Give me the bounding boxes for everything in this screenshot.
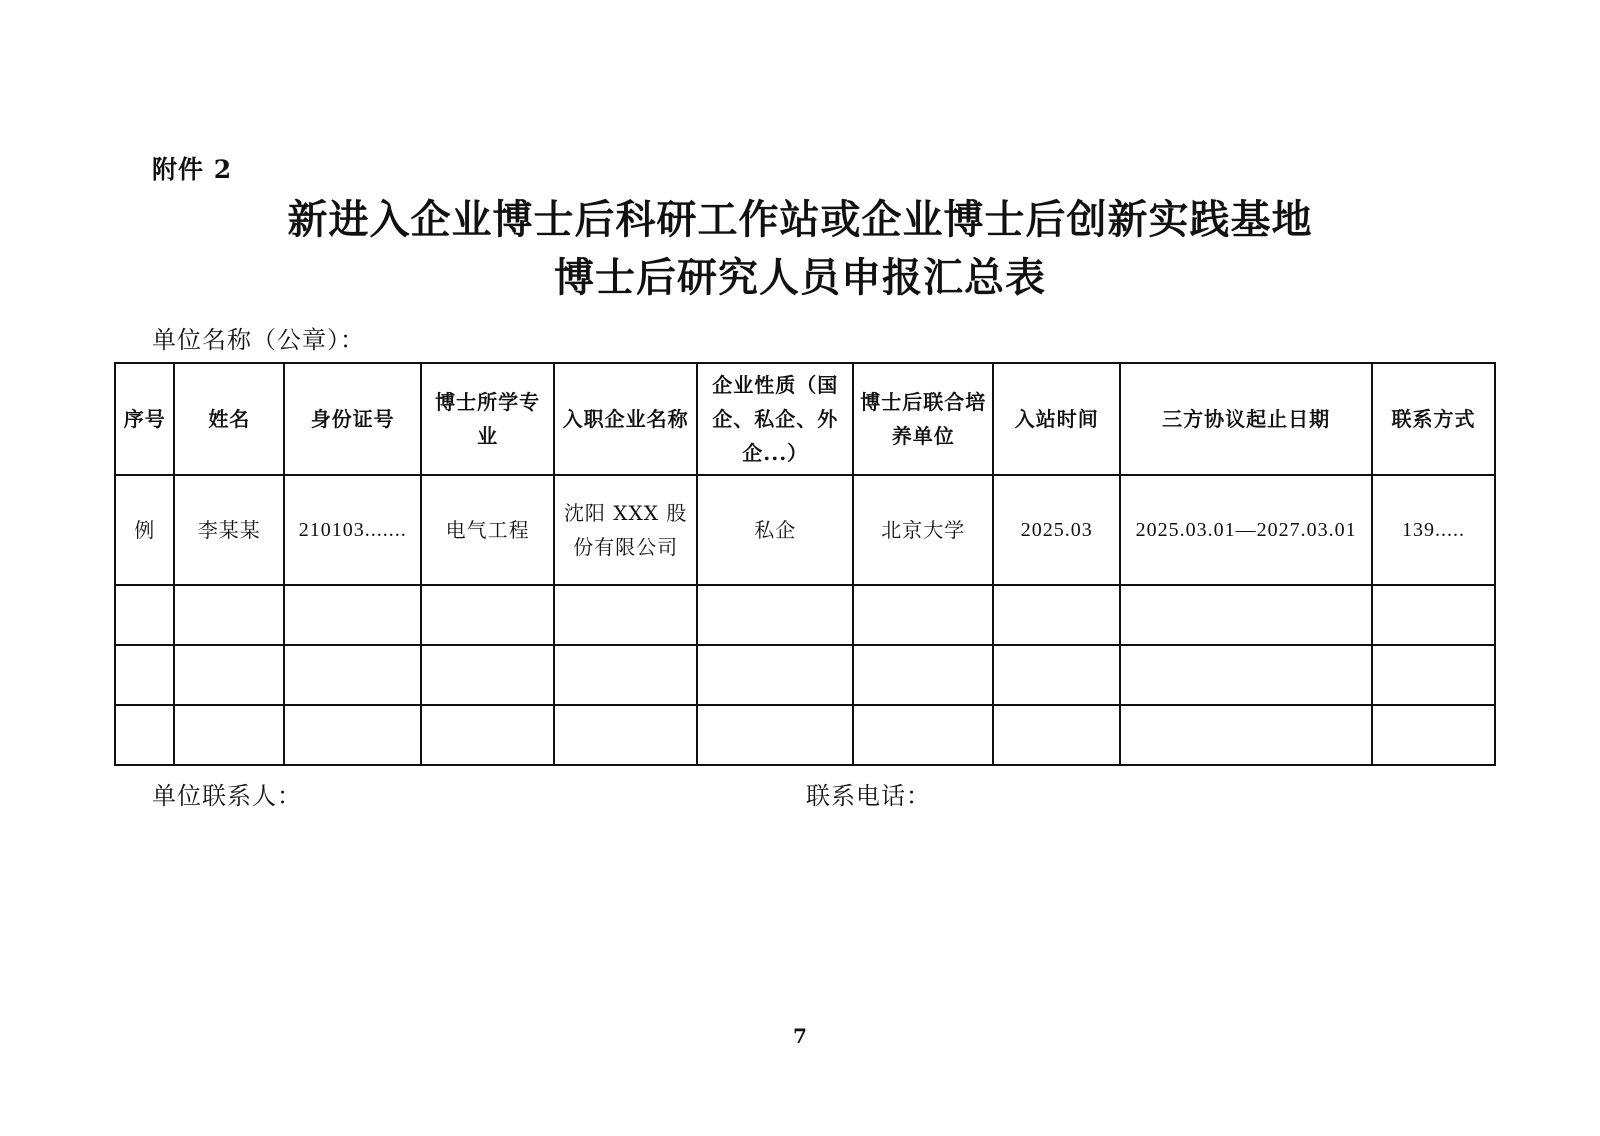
blank-cell <box>284 645 421 705</box>
blank-cell <box>1372 705 1495 765</box>
document-title-line1: 新进入企业博士后科研工作站或企业博士后创新实践基地 <box>287 196 1313 243</box>
blank-cell <box>1120 645 1372 705</box>
blank-cell <box>554 705 697 765</box>
table-header-row <box>115 363 1495 475</box>
blank-cell <box>993 705 1120 765</box>
blank-cell <box>697 705 853 765</box>
cell-entry-date: 2025.03 <box>993 475 1120 585</box>
header-employer-name: 入职企业名称 <box>554 363 697 475</box>
blank-cell <box>284 585 421 645</box>
contact-phone-label: 联系电话： <box>806 782 931 810</box>
applicant-summary-table <box>114 362 1496 766</box>
blank-cell <box>421 705 554 765</box>
header-enterprise-type: 企业性质（国企、私企、外企...） <box>697 363 853 475</box>
document-title-line2: 博士后研究人员申报汇总表 <box>554 254 1046 301</box>
header-contact: 联系方式 <box>1372 363 1495 475</box>
header-id-number: 身份证号 <box>284 363 421 475</box>
table-row-blank <box>115 645 1495 705</box>
header-agreement-period: 三方协议起止日期 <box>1120 363 1372 475</box>
blank-cell <box>284 705 421 765</box>
blank-cell <box>421 645 554 705</box>
blank-cell <box>1372 585 1495 645</box>
blank-cell <box>174 645 284 705</box>
cell-doctoral-major: 电气工程 <box>421 475 554 585</box>
cell-enterprise-type: 私企 <box>697 475 853 585</box>
table-row-blank <box>115 705 1495 765</box>
cell-joint-training-unit: 北京大学 <box>853 475 993 585</box>
header-entry-date: 入站时间 <box>993 363 1120 475</box>
cell-employer-name: 沈阳 XXX 股份有限公司 <box>554 475 697 585</box>
cell-name: 李某某 <box>174 475 284 585</box>
blank-cell <box>993 645 1120 705</box>
blank-cell <box>1372 645 1495 705</box>
blank-cell <box>174 705 284 765</box>
cell-id-number: 210103....... <box>284 475 421 585</box>
blank-cell <box>421 585 554 645</box>
unit-name-label: 单位名称（公章）： <box>152 326 365 354</box>
cell-serial-number: 例 <box>115 475 174 585</box>
blank-cell <box>853 705 993 765</box>
blank-cell <box>697 645 853 705</box>
blank-cell <box>115 645 174 705</box>
blank-cell <box>993 585 1120 645</box>
header-serial-number: 序号 <box>115 363 174 475</box>
blank-cell <box>853 645 993 705</box>
header-name: 姓名 <box>174 363 284 475</box>
blank-cell <box>853 585 993 645</box>
blank-cell <box>1120 705 1372 765</box>
blank-cell <box>174 585 284 645</box>
blank-cell <box>554 645 697 705</box>
cell-agreement-period: 2025.03.01—2027.03.01 <box>1120 475 1372 585</box>
page-number: 7 <box>793 1024 807 1048</box>
blank-cell <box>115 585 174 645</box>
table-row-example <box>115 475 1495 585</box>
header-doctoral-major: 博士所学专业 <box>421 363 554 475</box>
contact-person-label: 单位联系人： <box>152 782 302 810</box>
blank-cell <box>1120 585 1372 645</box>
header-joint-training-unit: 博士后联合培养单位 <box>853 363 993 475</box>
blank-cell <box>115 705 174 765</box>
cell-contact: 139..... <box>1372 475 1495 585</box>
blank-cell <box>554 585 697 645</box>
table-row-blank <box>115 585 1495 645</box>
attachment-label: 附件 2 <box>152 155 233 184</box>
blank-cell <box>697 585 853 645</box>
